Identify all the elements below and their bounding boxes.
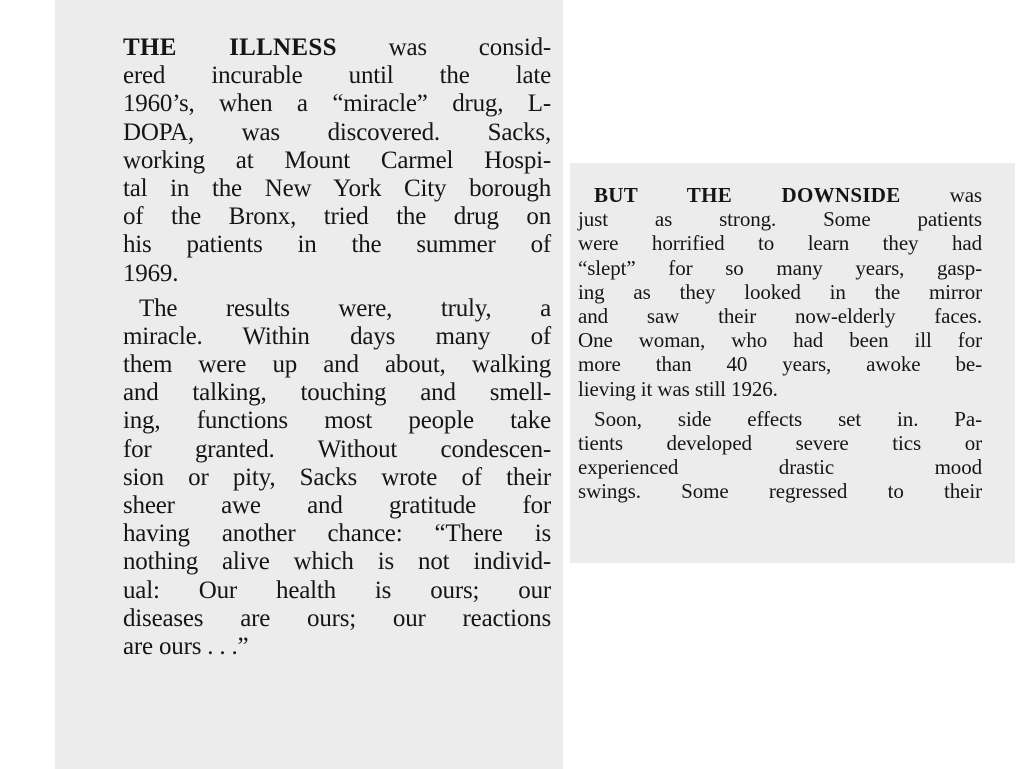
lead-in: THE ILLNESS bbox=[123, 34, 337, 61]
text-line: and talking, touching and smell- bbox=[123, 379, 551, 407]
text-line: diseases are ours; our reactions bbox=[123, 604, 551, 632]
text-line: of the Bronx, tried the drug on bbox=[123, 203, 551, 231]
text-line: 1960’s, when a “miracle” drug, L- bbox=[123, 90, 551, 118]
text-line: One woman, who had been ill for bbox=[578, 328, 982, 353]
text-line: lieving it was still 1926. bbox=[578, 376, 778, 401]
text-line: more than 40 years, awoke be- bbox=[578, 352, 982, 377]
text-line: ered incurable until the late bbox=[123, 62, 551, 90]
text-line: 1969. bbox=[123, 259, 179, 287]
text-line: experienced drastic mood bbox=[578, 455, 982, 480]
text-line: BUT THE DOWNSIDE was bbox=[594, 183, 982, 207]
text-line: ing as they looked in the mirror bbox=[578, 279, 982, 304]
lead-in: BUT THE DOWNSIDE bbox=[594, 183, 901, 207]
text-line: nothing alive which is not individ- bbox=[123, 548, 551, 576]
left-clipping bbox=[55, 0, 563, 769]
right-paragraph-1 bbox=[578, 183, 982, 401]
right-clipping bbox=[570, 163, 1015, 563]
text-line: tients developed severe tics or bbox=[578, 430, 982, 455]
text-line: having another chance: “There is bbox=[123, 520, 551, 548]
text-line: his patients in the summer of bbox=[123, 231, 551, 259]
text-line: are ours . . .” bbox=[123, 632, 249, 660]
text-line: them were up and about, walking bbox=[123, 351, 551, 379]
text-line: THE ILLNESS was consid- bbox=[123, 34, 551, 61]
text-line: tal in the New York City borough bbox=[123, 174, 551, 202]
text-line: working at Mount Carmel Hospi- bbox=[123, 146, 551, 174]
text-line: Soon, side effects set in. Pa- bbox=[594, 406, 982, 431]
left-column-text bbox=[123, 34, 551, 661]
text-line: just as strong. Some patients bbox=[578, 207, 982, 232]
text-line: ing, functions most people take bbox=[123, 407, 551, 435]
left-paragraph-1 bbox=[123, 34, 551, 288]
text-line: “slept” for so many years, gasp- bbox=[578, 255, 982, 280]
text-line: swings. Some regressed to their bbox=[578, 479, 982, 504]
left-paragraph-2 bbox=[123, 295, 551, 661]
text-line: ual: Our health is ours; our bbox=[123, 576, 551, 604]
paragraph-gap bbox=[123, 288, 551, 295]
text-line: and saw their now-elderly faces. bbox=[578, 303, 982, 328]
text-line: DOPA, was discovered. Sacks, bbox=[123, 118, 551, 146]
text-line: miracle. Within days many of bbox=[123, 322, 551, 350]
text-line: The results were, truly, a bbox=[139, 294, 551, 322]
text-line: for granted. Without condescen- bbox=[123, 435, 551, 463]
text-line: were horrified to learn they had bbox=[578, 231, 982, 256]
text-line: sheer awe and gratitude for bbox=[123, 492, 551, 519]
right-column-text bbox=[578, 183, 982, 503]
text-line: sion or pity, Sacks wrote of their bbox=[123, 463, 551, 491]
right-paragraph-2 bbox=[578, 407, 982, 504]
